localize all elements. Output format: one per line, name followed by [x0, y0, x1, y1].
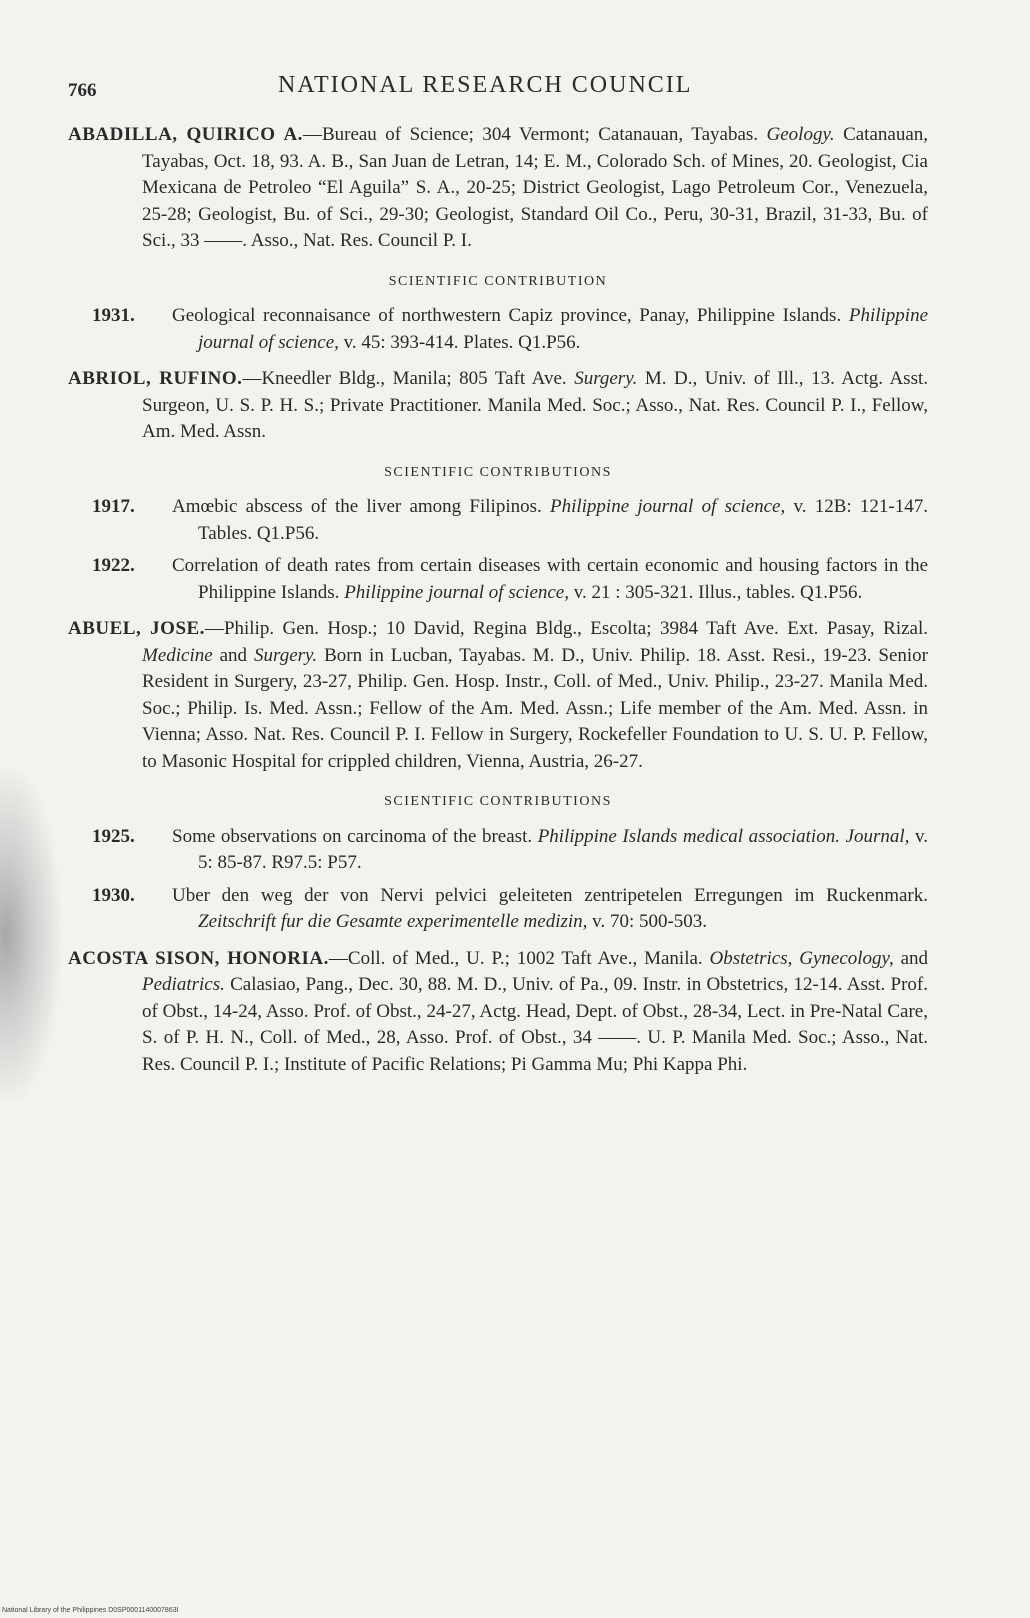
- contribution-item: [68, 494, 928, 547]
- biography-entry: [68, 616, 928, 936]
- contribution-year: 1930.: [92, 884, 135, 906]
- page-content: [68, 122, 928, 1088]
- journal-title: Philippine journal of science,: [198, 305, 928, 353]
- contribution-text: Uber den weg der von Nervi pelvici geleiteten zentripetelen Erregungen im Ruckenmark. Zeitschrift fur die Gesamte experimentelle medizin, v. 70: 500-503.: [172, 884, 928, 932]
- contribution-year: 1917.: [92, 496, 135, 517]
- contribution-item: [68, 824, 928, 877]
- page-header: [68, 72, 948, 112]
- journal-title: Zeitschrift fur die Gesamte experimentelle medizin,: [198, 911, 588, 932]
- entry-text: ABUEL, JOSE.—Philip. Gen. Hosp.; 10 David, Regina Bldg., Escolta; 3984 Taft Ave. Ext. Pasay, Rizal. Medicine and Surgery. Born in Lucban, Tayabas. M. D., Univ. Philip. 18. Asst. Resi., 19-23. Senior Resident in Surgery, 23-27, Philip. Gen. Hosp. Instr., Coll. of Med., Univ. Philip., 23-27. Manila Med. Soc.; Philip. Is. Med. Assn.; Fellow of the Am. Med. Assn.; Life member of the Am. Med. Assn. in Vienna; Asso. Nat. Res. Council P. I. Fellow in Surgery, Rockefeller Foundation to U. S. U. P. Fellow, to Masonic Hospital for crippled children, Vienna, Austria, 26-27.: [68, 618, 928, 772]
- field-of-study: Medicine: [142, 644, 213, 666]
- person-name: ABADILLA, QUIRICO A.: [68, 124, 303, 145]
- journal-title: Philippine journal of science,: [549, 496, 786, 517]
- scan-footer: National Library of the Philippines D0SP0001140007863I: [2, 1607, 179, 1614]
- person-name: ABRIOL, RUFINO.: [68, 368, 243, 389]
- field-of-study: Obstetrics, Gynecology,: [709, 947, 894, 969]
- contribution-item: [68, 883, 928, 936]
- field-of-study: Surgery.: [574, 368, 638, 389]
- section-heading: SCIENTIFIC CONTRIBUTIONS: [384, 464, 612, 480]
- section-heading: SCIENTIFIC CONTRIBUTION: [388, 273, 608, 289]
- field-of-study: Pediatrics.: [142, 974, 225, 995]
- field-of-study: Geology.: [766, 124, 835, 145]
- page-number: 766: [68, 80, 97, 101]
- running-title: NATIONAL RESEARCH COUNCIL: [278, 72, 693, 98]
- contribution-text: Geological reconnaisance of northwestern Capiz province, Panay, Philippine Islands. Philippine journal of science, v. 45: 393-414. Plates. Q1.P56.: [172, 305, 928, 353]
- contribution-year: 1922.: [92, 555, 135, 576]
- contribution-item: [68, 303, 928, 356]
- journal-title: Philippine journal of science,: [344, 581, 569, 603]
- person-name: ABUEL, JOSE.: [68, 618, 205, 639]
- biography-entry: [68, 122, 928, 356]
- entry-text: ABADILLA, QUIRICO A.—Bureau of Science; 304 Vermont; Catanauan, Tayabas. Geology. Catanauan, Tayabas, Oct. 18, 93. A. B., San Juan de Letran, 14; E. M., Colorado Sch. of Mines, 20. Geologist, Cia Mexicana de Petroleo “El Aguila” S. A., 20-25; District Geologist, Lago Petroleum Cor., Venezuela, 25-28; Geologist, Bu. of Sci., 29-30; Geologist, Standard Oil Co., Peru, 30-31, Brazil, 31-33, Bu. of Sci., 33 ——. Asso., Nat. Res. Council P. I.: [68, 124, 929, 251]
- contribution-text: Correlation of death rates from certain diseases with certain economic and housing factors in the Philippine Islands. Philippine journal of science, v. 21 : 305-321. Illus., tables. Q1.P56.: [172, 555, 928, 603]
- contribution-year: 1931.: [92, 305, 135, 326]
- biography-entry: [68, 366, 928, 606]
- contribution-item: [68, 553, 928, 606]
- entry-text: ACOSTA SISON, HONORIA.—Coll. of Med., U. P.; 1002 Taft Ave., Manila. Obstetrics, Gynecology, and Pediatrics. Calasiao, Pang., Dec. 30, 88. M. D., Univ. of Pa., 09. Instr. in Obstetrics, 12-14. Asst. Prof. of Obst., 14-24, Asso. Prof. of Obst., 24-27, Actg. Head, Dept. of Obst., 28-34, Lect. in Pre-Natal Care, S. of P. H. N., Coll. of Med., 28, Asso. Prof. of Obst., 34 ——. U. P. Manila Med. Soc.; Asso., Nat. Res. Council P. I.; Institute of Pacific Relations; Pi Gamma Mu; Phi Kappa Phi.: [68, 947, 929, 1075]
- biography-entry: [68, 946, 928, 1079]
- contribution-text: Some observations on carcinoma of the breast. Philippine Islands medical association. Journal, v. 5: 85-87. R97.5: P57.: [172, 825, 928, 873]
- contribution-text: Amœbic abscess of the liver among Filipinos. Philippine journal of science, v. 12B: 121-147. Tables. Q1.P56.: [172, 496, 929, 544]
- journal-title: Philippine Islands medical association. Journal,: [537, 825, 910, 847]
- person-name: ACOSTA SISON, HONORIA.: [68, 947, 329, 969]
- section-heading: SCIENTIFIC CONTRIBUTIONS: [384, 794, 612, 809]
- binding-shadow: [0, 770, 60, 1100]
- contribution-year: 1925.: [92, 825, 135, 847]
- field-of-study: Surgery.: [254, 644, 318, 666]
- entry-text: ABRIOL, RUFINO.—Kneedler Bldg., Manila; 805 Taft Ave. Surgery. M. D., Univ. of Ill., 13. Actg. Asst. Surgeon, U. S. P. H. S.; Private Practitioner. Manila Med. Soc.; Asso., Nat. Res. Council P. I., Fellow, Am. Med. Assn.: [68, 368, 929, 442]
